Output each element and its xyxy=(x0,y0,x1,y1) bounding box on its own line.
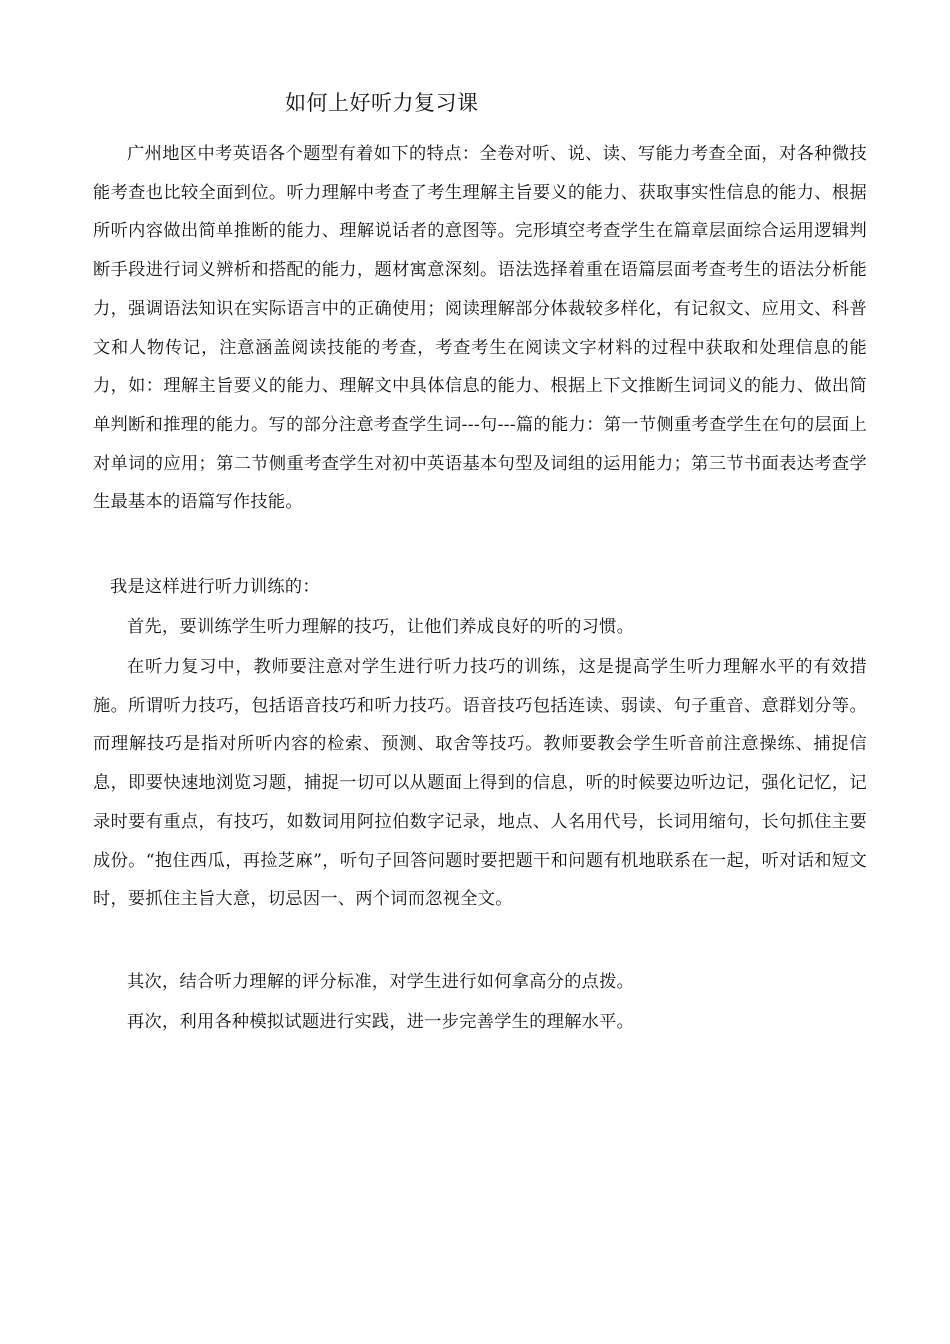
paragraph-exam-features: 广州地区中考英语各个题型有着如下的特点：全卷对听、说、读、写能力考查全面，对各种微技能考查也比较全面到位。听力理解中考查了考生理解主旨要义的能力、获取事实性信息的能力、根据所听内容做出简单推断的能力、理解说话者的意图等。完形填空考查学生在篇章层面综合运用逻辑判断手段进行词义辨析和搭配的能力，题材寓意深刻。语法选择着重在语篇层面考查考生的语法分析能力，强调语法知识在实际语言中的正确使用；阅读理解部分体裁较多样化，有记叙文、应用文、科普文和人物传记，注意涵盖阅读技能的考查，考查考生在阅读文字材料的过程中获取和处理信息的能力，如：理解主旨要义的能力、理解文中具体信息的能力、根据上下文推断生词词义的能力、做出简单判断和推理的能力。写的部分注意考查学生词---句---篇的能力：第一节侧重考查学生在句的层面上对单词的应用；第二节侧重考查学生对初中英语基本句型及词组的运用能力；第三节书面表达考查学生最基本的语篇写作技能。 xyxy=(93,144,867,513)
paragraph-first-step: 首先，要训练学生听力理解的技巧，让他们养成良好的听的习惯。 xyxy=(127,617,635,637)
paragraph-third-step: 再次，利用各种模拟试题进行实践，进一步完善学生的理解水平。 xyxy=(127,1012,635,1032)
paragraph-training-intro: 我是这样进行听力训练的： xyxy=(110,577,320,597)
paragraph-second-step: 其次，结合听力理解的评分标准，对学生进行如何拿高分的点拨。 xyxy=(127,972,635,992)
document-title: 如何上好听力复习课 xyxy=(285,91,479,115)
paragraph-listening-skills: 在听力复习中，教师要注意对学生进行听力技巧的训练，这是提高学生听力理解水平的有效措施。所谓听力技巧，包括语音技巧和听力技巧。语音技巧包括连读、弱读、句子重音、意群划分等。而理解技巧是指对所听内容的检索、预测、取舍等技巧。教师要教会学生听音前注意操练、捕捉信息，即要快速地浏览习题，捕捉一切可以从题面上得到的信息，听的时候要边听边记，强化记忆，记录时要有重点，有技巧，如数词用阿拉伯数字记录，地点、人名用代号，长词用缩句，长句抓住主要成份。“抱住西瓜，再捡芝麻”，听句子回答问题时要把题干和问题有机地联系在一起，听对话和短文时，要抓住主旨大意，切忌因一、两个词而忽视全文。 xyxy=(93,657,867,910)
